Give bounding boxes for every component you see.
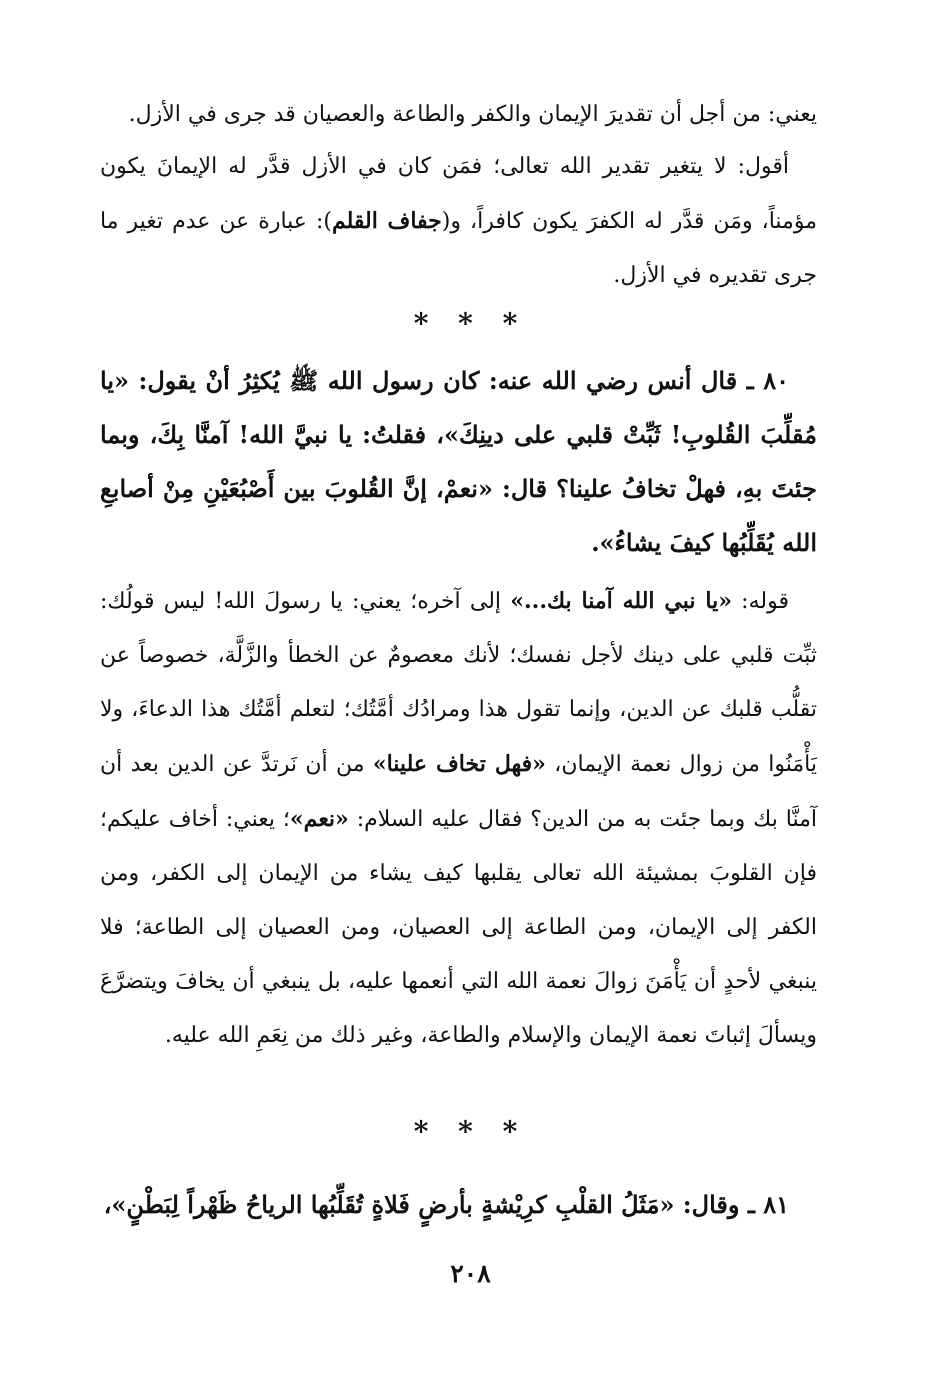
page-number: ٢٠٨ — [450, 1259, 491, 1288]
hadith-81 — [100, 1178, 817, 1232]
commentary-quote-1: «يا نبي الله آمنا بك...» — [510, 588, 732, 614]
explanation-paragraph-2 — [100, 140, 817, 303]
paragraph-2-text-end: ): عبارة عن عدم تغير ما جرى تقديره في الأزل. — [100, 209, 817, 288]
commentary-text-3: ؛ يعني: أخاف عليكم؛ فإن القلوبَ بمشيئة الله تعالى يقلبها كيف يشاء من الإيمان إلى الكفر، ومن الكفر إلى الإيمان، ومن الطاعة إلى العصيان، ومن العصيان إلى الطاعة؛ فلا ينبغي لأحدٍ أن يَأْمَنَ زوالَ نعمة الله التي أنعمها عليه، بل ينبغي أن يخافَ ويتضرَّعَ ويسألَ إثباتَ نعمة الإيمان والإسلام والطاعة، وغير ذلك من نِعَمِ الله عليه. — [100, 807, 817, 1048]
hadith-80 — [100, 354, 817, 570]
commentary-intro: قوله: — [731, 589, 789, 614]
bold-term-dry-pen: جفاف القلم — [331, 208, 442, 234]
explanation-paragraph-1: يعني: من أجل أن تقديرَ الإيمان والكفر والطاعة والعصيان قد جرى في الأزل. — [128, 102, 817, 127]
section-separator-2: * * * — [413, 1115, 528, 1148]
paragraph-2-text-start: أقول: لا يتغير تقدير الله تعالى؛ فمَن كان في الأزل قدَّر له الإيمانَ يكون مؤمناً، ومَن قدَّر له الكفرَ يكون كافراً، و( — [100, 154, 817, 234]
commentary-quote-3: «نعم» — [289, 806, 349, 832]
hadith-81-text: ٨١ ـ وقال: «مَثَلُ القلْبِ كرِيْشةٍ بأرضٍ فَلاةٍ تُقَلِّبُها الرياحُ ظَهْراً لِبَطْنٍ»، — [103, 1190, 789, 1219]
commentary-quote-2: «فهل تخاف علينا» — [372, 751, 546, 777]
hadith-80-commentary — [100, 574, 817, 1063]
section-separator-1: * * * — [413, 307, 528, 340]
commentary-text-2: من أن نَرتدَّ عن الدين بعد أن آمنَّا بك وبما جئت به من الدين؟ فقال عليه السلام: — [100, 752, 818, 832]
commentary-text-1: إلى آخره؛ يعني: يا رسولَ الله! ليس قولُك: ثبِّت قلبي على دينك لأجل نفسك؛ لأنك معصومٌ عن الخطأ والزَّلَّة، خصوصاً عن تقلُّب قلبك عن الدين، وإنما تقول هذا ومرادُك أمَّتُك؛ لتعلم أمَّتُك هذا الدعاءَ، ولا يَأْمَنُوا من زوال نعمة الإيمان، — [100, 589, 817, 777]
hadith-80-text: ٨٠ ـ قال أنس رضي الله عنه: كان رسول الله ﷺ يُكثِرُ أنْ يقول: «يا مُقلِّبَ القُلوبِ! ثَبِّتْ قلبي على دينِكَ»، فقلتُ: يا نبيَّ الله! آمنَّا بِكَ، وبما جئتَ بهِ، فهلْ تخافُ علينا؟ قال: «نعمْ، إنَّ القُلوبَ بين أَصْبُعَيْنِ مِنْ أصابعِ الله يُقَلِّبُها كيفَ يشاءُ». — [100, 366, 817, 557]
